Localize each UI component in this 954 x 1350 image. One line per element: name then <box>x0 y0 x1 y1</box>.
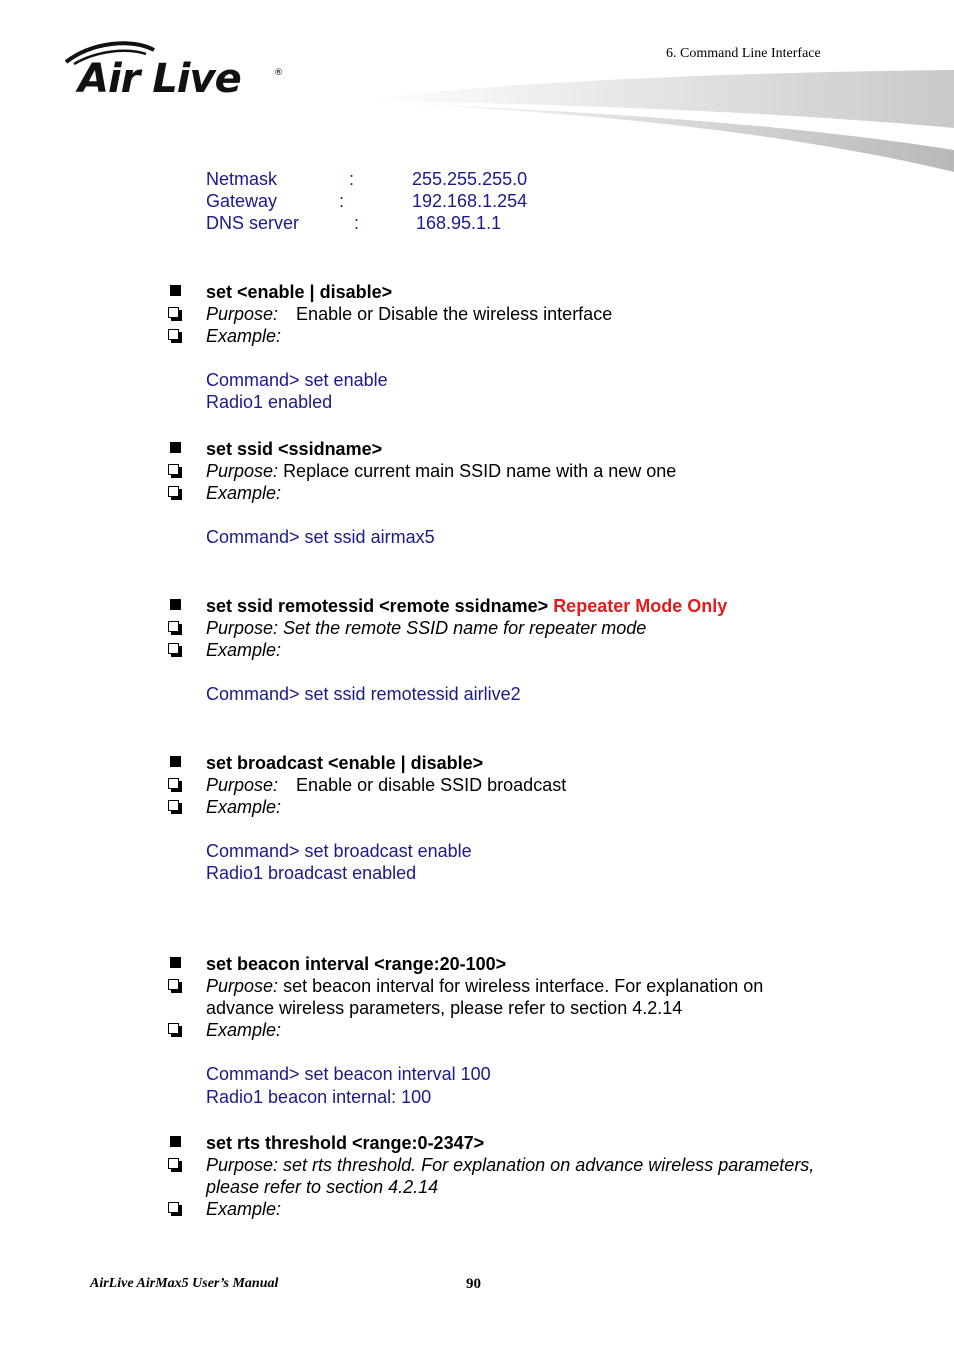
purpose-label: Purpose: <box>206 775 279 795</box>
purpose-broadcast <box>206 774 566 796</box>
code-line: Radio1 beacon internal: 100 <box>206 1087 432 1107</box>
page-number: 90 <box>466 1276 481 1292</box>
dns-colon: : <box>354 213 360 233</box>
purpose-enable <box>206 303 612 325</box>
code-line: Radio1 broadcast enabled <box>206 863 417 883</box>
purpose-beacon-continued: advance wireless parameters, please refer to section 4.2.14 <box>206 998 683 1018</box>
chapter-header: 6. Command Line Interface <box>666 46 821 61</box>
purpose-beacon <box>206 975 763 997</box>
section-title-ssid: set ssid <ssidname> <box>206 439 383 459</box>
airlive-logo <box>62 40 292 110</box>
gateway-value: 192.168.1.254 <box>412 191 528 211</box>
example-label-broadcast: Example: <box>206 797 282 817</box>
checkbox-bullet-icon <box>168 486 179 497</box>
example-label-remotessid: Example: <box>206 640 282 660</box>
purpose-text: set beacon interval for wireless interface. For explanation on <box>283 976 764 996</box>
section-bullet-icon <box>170 442 181 453</box>
checkbox-bullet-icon <box>168 979 179 990</box>
checkbox-bullet-icon <box>168 329 179 340</box>
logo-registered: ® <box>274 68 283 78</box>
example-label-rts: Example: <box>206 1199 282 1219</box>
checkbox-bullet-icon <box>168 643 179 654</box>
purpose-text: Replace current main SSID name with a new one <box>283 461 677 481</box>
logo-text: Air Live <box>78 56 241 102</box>
netmask-colon: : <box>349 169 355 189</box>
section-title-beacon: set beacon interval <range:20-100> <box>206 954 507 974</box>
code-line: Command> set ssid airmax5 <box>206 527 435 547</box>
netmask-label: Netmask <box>206 169 278 189</box>
section-title-text: set ssid remotessid <remote ssidname> <box>206 596 549 616</box>
purpose-rts: Purpose: set rts threshold. For explanation on advance wireless parameters, <box>206 1155 815 1175</box>
purpose-ssid <box>206 460 676 482</box>
purpose-remotessid: Purpose: Set the remote SSID name for repeater mode <box>206 618 647 638</box>
code-line: Radio1 enabled <box>206 392 333 412</box>
checkbox-bullet-icon <box>168 307 179 318</box>
checkbox-bullet-icon <box>168 800 179 811</box>
purpose-label: Purpose: <box>206 461 279 481</box>
dns-value: 168.95.1.1 <box>416 213 502 233</box>
checkbox-bullet-icon <box>168 621 179 632</box>
netmask-value: 255.255.255.0 <box>412 169 528 189</box>
example-label-enable: Example: <box>206 326 282 346</box>
example-label-ssid: Example: <box>206 483 282 503</box>
section-title-rts: set rts threshold <range:0-2347> <box>206 1133 485 1153</box>
gateway-colon: : <box>339 191 345 211</box>
section-title-enable: set <enable | disable> <box>206 282 393 302</box>
example-label-beacon: Example: <box>206 1020 282 1040</box>
section-bullet-icon <box>170 957 181 968</box>
purpose-label: Purpose: <box>206 304 279 324</box>
code-line: Command> set enable <box>206 370 388 390</box>
dns-label: DNS server <box>206 213 300 233</box>
purpose-text: Enable or disable SSID broadcast <box>296 775 567 795</box>
repeater-mode-note: Repeater Mode Only <box>553 596 728 616</box>
footer-manual-title: AirLive AirMax5 User’s Manual <box>90 1276 279 1291</box>
checkbox-bullet-icon <box>168 1202 179 1213</box>
checkbox-bullet-icon <box>168 1158 179 1169</box>
section-title-broadcast: set broadcast <enable | disable> <box>206 753 484 773</box>
purpose-text: Enable or Disable the wireless interface <box>296 304 613 324</box>
code-line: Command> set broadcast enable <box>206 841 472 861</box>
code-line: Command> set ssid remotessid airlive2 <box>206 684 521 704</box>
code-line: Command> set beacon interval 100 <box>206 1064 491 1084</box>
section-bullet-icon <box>170 599 181 610</box>
checkbox-bullet-icon <box>168 1023 179 1034</box>
checkbox-bullet-icon <box>168 778 179 789</box>
section-bullet-icon <box>170 285 181 296</box>
purpose-rts-continued: please refer to section 4.2.14 <box>206 1177 439 1197</box>
gateway-label: Gateway <box>206 191 278 211</box>
section-title-remotessid <box>206 595 727 617</box>
checkbox-bullet-icon <box>168 464 179 475</box>
section-bullet-icon <box>170 756 181 767</box>
purpose-label: Purpose: <box>206 976 279 996</box>
section-bullet-icon <box>170 1136 181 1147</box>
